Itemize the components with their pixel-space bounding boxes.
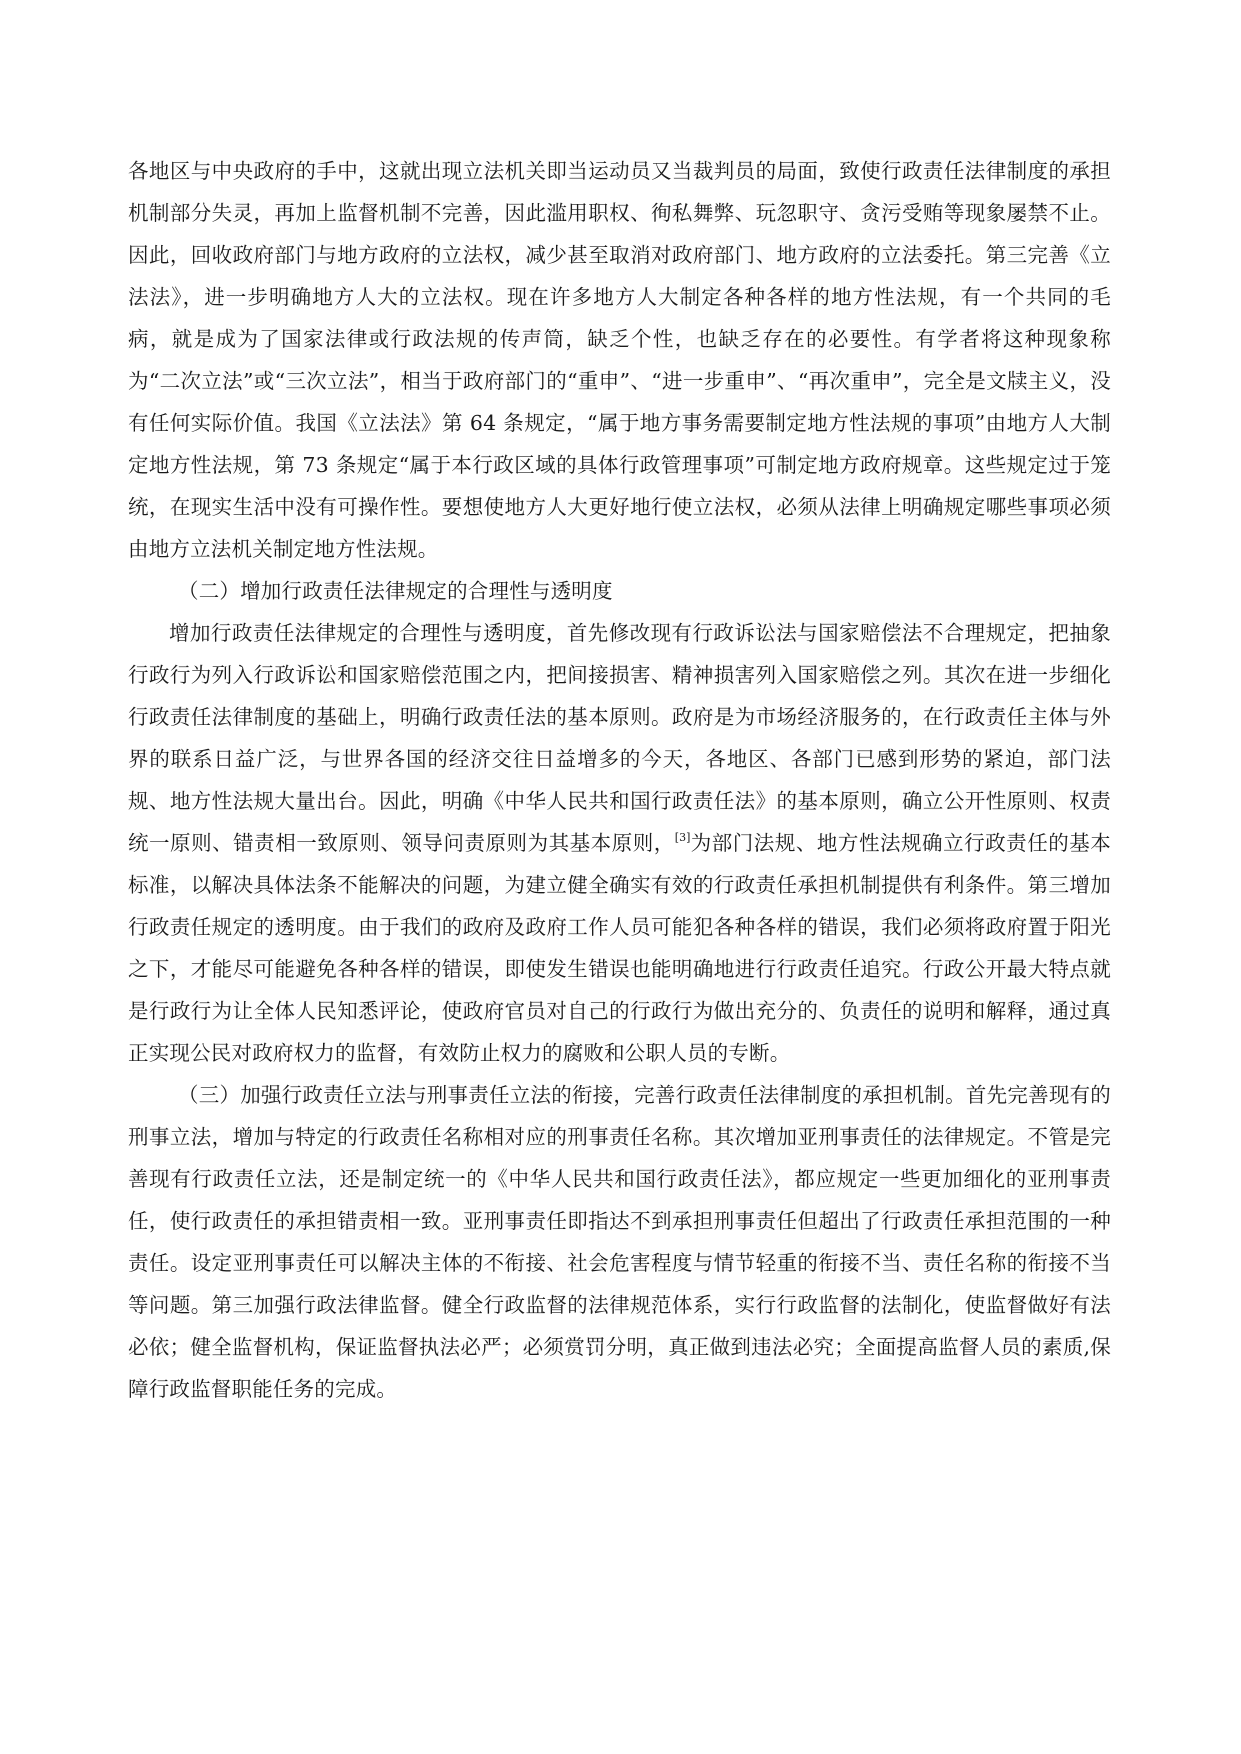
- citation-marker: [3]: [674, 831, 691, 844]
- paragraph-text-before-citation: 增加行政责任法律规定的合理性与透明度，首先修改现有行政诉讼法与国家赔偿法不合理规定，把抽象行政行为列入行政诉讼和国家赔偿范围之内，把间接损害、精神损害列入国家赔偿之列。其次在进一步细化行政责任法律制度的基础上，明确行政责任法的基本原则。政府是为市场经济服务的，在行政责任主体与外界的联系日益广泛，与世界各国的经济交往日益增多的今天，各地区、各部门已感到形势的紧迫，部门法规、地方性法规大量出台。因此，明确《中华人民共和国行政责任法》的基本原则，确立公开性原则、权责统一原则、错责相一致原则、领导问责原则为其基本原则，: [128, 621, 1111, 855]
- paragraph-legislative-power: 各地区与中央政府的手中，这就出现立法机关即当运动员又当裁判员的局面，致使行政责任法律制度的承担机制部分失灵，再加上监督机制不完善，因此滥用职权、徇私舞弊、玩忽职守、贪污受贿等现象屡禁不止。因此，回收政府部门与地方政府的立法权，减少甚至取消对政府部门、地方政府的立法委托。第三完善《立法法》，进一步明确地方人大的立法权。现在许多地方人大制定各种各样的地方性法规，有一个共同的毛病，就是成为了国家法律或行政法规的传声筒，缺乏个性，也缺乏存在的必要性。有学者将这种现象称为“二次立法”或“三次立法”，相当于政府部门的“重申”、“进一步重申”、“再次重申”，完全是文牍主义，没有任何实际价值。我国《立法法》第 64 条规定，“属于地方事务需要制定地方性法规的事项”由地方人大制定地方性法规，第 73 条规定“属于本行政区域的具体行政管理事项”可制定地方政府规章。这些规定过于笼统，在现实生活中没有可操作性。要想使地方人大更好地行使立法权，必须从法律上明确规定哪些事项必须由地方立法机关制定地方性法规。: [128, 159, 1111, 561]
- section-paragraph-3: （三）加强行政责任立法与刑事责任立法的衔接，完善行政责任法律制度的承担机制。首先完善现有的刑事立法，增加与特定的行政责任名称相对应的刑事责任名称。其次增加亚刑事责任的法律规定。不管是完善现有行政责任立法，还是制定统一的《中华人民共和国行政责任法》，都应规定一些更加细化的亚刑事责任，使行政责任的承担错责相一致。亚刑事责任即指达不到承担刑事责任但超出了行政责任承担范围的一种责任。设定亚刑事责任可以解决主体的不衔接、社会危害程度与情节轻重的衔接不当、责任名称的衔接不当等问题。第三加强行政法律监督。健全行政监督的法律规范体系，实行行政监督的法制化，使监督做好有法必依；健全监督机构，保证监督执法必严；必须赏罚分明，真正做到违法必究；全面提高监督人员的素质,保障行政监督职能任务的完成。: [128, 1083, 1111, 1401]
- paragraph-text-after-citation: 为部门法规、地方性法规确立行政责任的基本标准，以解决具体法条不能解决的问题，为建立健全确实有效的行政责任承担机制提供有利条件。第三增加行政责任规定的透明度。由于我们的政府及政府工作人员可能犯各种各样的错误，我们必须将政府置于阳光之下，才能尽可能避免各种各样的错误，即使发生错误也能明确地进行行政责任追究。行政公开最大特点就是行政行为让全体人民知悉评论，使政府官员对自己的行政行为做出充分的、负责任的说明和解释，通过真正实现公民对政府权力的监督，有效防止权力的腐败和公职人员的专断。: [128, 831, 1111, 1065]
- section-heading-2: （二）增加行政责任法律规定的合理性与透明度: [178, 579, 613, 603]
- paragraph-rationality-transparency: [128, 612, 1111, 1074]
